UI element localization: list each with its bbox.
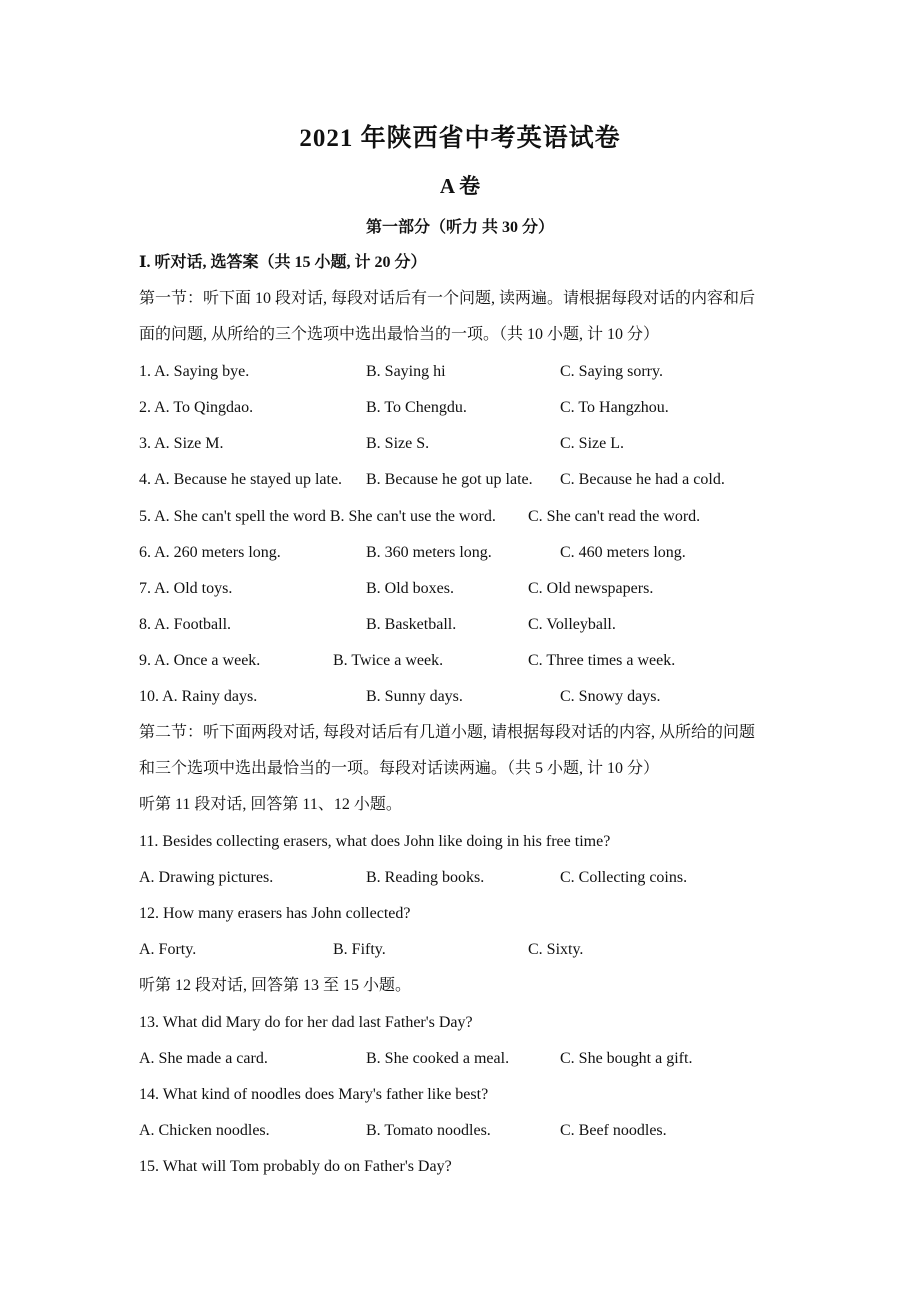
q10-option-b: B. Sunny days. <box>366 688 463 705</box>
q3-option-c: C. Size L. <box>560 435 624 452</box>
q10-option-a: 10. A. Rainy days. <box>139 688 258 705</box>
sub2-instructions-line1: 第二节：听下面两段对话, 每段对话后有几道小题, 请根据每段对话的内容, 从所给的问题 <box>139 724 756 741</box>
q11-stem: 11. Besides collecting erasers, what does John like doing in his free time? <box>139 833 611 850</box>
q6-option-b: B. 360 meters long. <box>366 544 492 561</box>
q5-options-ab: 5. A. She can't spell the word B. She can't use the word. <box>139 508 496 525</box>
part-title: 第一部分（听力 共 30 分） <box>365 219 554 236</box>
q3-option-a: 3. A. Size M. <box>139 435 224 452</box>
q9-option-a: 9. A. Once a week. <box>139 652 261 669</box>
sub1-instructions-line2: 面的问题, 从所给的三个选项中选出最恰当的一项。（共 10 小题, 计 10 分） <box>139 326 660 343</box>
q2-option-a: 2. A. To Qingdao. <box>139 399 254 416</box>
q7-option-a: 7. A. Old toys. <box>139 580 233 597</box>
q9-option-b: B. Twice a week. <box>333 652 444 669</box>
q7-option-b: B. Old boxes. <box>366 580 454 597</box>
paper-subtitle: A 卷 <box>439 174 481 198</box>
q10-option-c: C. Snowy days. <box>560 688 661 705</box>
q11-option-c: C. Collecting coins. <box>560 869 688 886</box>
q12-stem: 12. How many erasers has John collected? <box>139 905 411 922</box>
q6-option-a: 6. A. 260 meters long. <box>139 544 281 561</box>
q13-option-c: C. She bought a gift. <box>560 1050 693 1067</box>
q3-option-b: B. Size S. <box>366 435 430 452</box>
q8-option-b: B. Basketball. <box>366 616 457 633</box>
q15-stem: 15. What will Tom probably do on Father's Day? <box>139 1158 452 1175</box>
q5-option-c: C. She can't read the word. <box>528 508 701 525</box>
q12-option-a: A. Forty. <box>139 941 197 958</box>
sub2-instructions-line2: 和三个选项中选出最恰当的一项。每段对话读两遍。（共 5 小题, 计 10 分） <box>139 760 660 777</box>
q7-option-c: C. Old newspapers. <box>528 580 654 597</box>
q8-option-a: 8. A. Football. <box>139 616 232 633</box>
q13-stem: 13. What did Mary do for her dad last Father's Day? <box>139 1014 473 1031</box>
q6-option-c: C. 460 meters long. <box>560 544 686 561</box>
q1-option-b: B. Saying hi <box>366 363 446 380</box>
q12-option-b: B. Fifty. <box>333 941 386 958</box>
q13-option-a: A. She made a card. <box>139 1050 268 1067</box>
dialog11-intro: 听第 11 段对话, 回答第 11、12 小题。 <box>139 796 402 813</box>
section-heading: Ⅰ. 听对话, 选答案（共 15 小题, 计 20 分） <box>139 254 427 271</box>
q2-option-c: C. To Hangzhou. <box>560 399 669 416</box>
sub1-instructions-line1: 第一节：听下面 10 段对话, 每段对话后有一个问题, 读两遍。请根据每段对话的内容和后 <box>139 290 756 307</box>
exam-title: 2021 年陕西省中考英语试卷 <box>299 125 621 152</box>
q9-option-c: C. Three times a week. <box>528 652 676 669</box>
q4-option-c: C. Because he had a cold. <box>560 471 725 488</box>
q11-option-a: A. Drawing pictures. <box>139 869 274 886</box>
q14-option-b: B. Tomato noodles. <box>366 1122 491 1139</box>
q14-option-a: A. Chicken noodles. <box>139 1122 270 1139</box>
q13-option-b: B. She cooked a meal. <box>366 1050 510 1067</box>
dialog12-intro: 听第 12 段对话, 回答第 13 至 15 小题。 <box>139 977 412 994</box>
q11-option-b: B. Reading books. <box>366 869 485 886</box>
q12-option-c: C. Sixty. <box>528 941 584 958</box>
q14-option-c: C. Beef noodles. <box>560 1122 667 1139</box>
q4-option-a: 4. A. Because he stayed up late. <box>139 471 343 488</box>
q1-option-c: C. Saying sorry. <box>560 363 663 380</box>
q14-stem: 14. What kind of noodles does Mary's father like best? <box>139 1086 489 1103</box>
q4-option-b: B. Because he got up late. <box>366 471 533 488</box>
q1-option-a: 1. A. Saying bye. <box>139 363 250 380</box>
q2-option-b: B. To Chengdu. <box>366 399 467 416</box>
q8-option-c: C. Volleyball. <box>528 616 616 633</box>
